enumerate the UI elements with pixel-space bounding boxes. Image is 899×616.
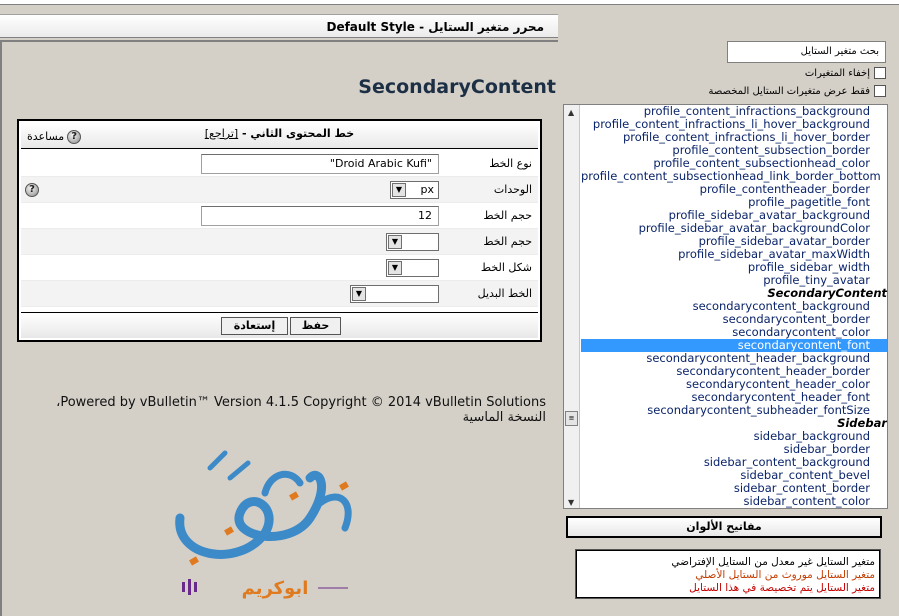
hide-vars-label: إخفاء المتغيرات	[804, 67, 870, 79]
scroll-thumb[interactable]: ≡	[565, 411, 578, 426]
list-item[interactable]: profile_tiny_avatar	[763, 274, 870, 287]
list-item[interactable]: secondarycontent_subheader_fontSize	[647, 404, 870, 417]
list-scrollbar[interactable]	[564, 105, 580, 509]
list-item[interactable]: secondarycontent_background	[692, 300, 870, 313]
font-size-label: حجم الخط	[483, 209, 532, 222]
editor-footer	[21, 312, 538, 338]
list-item[interactable]: profile_content_subsectionhead_color	[653, 157, 870, 170]
help-link[interactable]	[27, 126, 81, 148]
list-group-header: Sidebar	[837, 417, 887, 430]
font-family-label: نوع الخط	[489, 157, 532, 170]
list-item[interactable]: profile_sidebar_avatar_background	[668, 209, 870, 222]
editor-header-title: خط المحتوى الثاني -	[238, 127, 355, 140]
list-item[interactable]: secondarycontent_header_border	[676, 365, 870, 378]
font-size-input[interactable]: 12	[201, 206, 439, 226]
copyright-footer: Powered by vBulletin™ Version 4.1.5 Copyright © 2014 vBulletin Solutions، النسخة الماسية	[56, 395, 546, 425]
list-item[interactable]: profile_sidebar_avatar_backgroundColor	[638, 222, 870, 235]
chevron-down-icon[interactable]: ▼	[352, 287, 366, 301]
row-alt-font	[21, 281, 538, 307]
list-item[interactable]: profile_contentheader_border	[699, 183, 870, 196]
brand-logo	[170, 448, 360, 608]
sound-wave-icon	[182, 579, 197, 595]
page-title: SecondaryContent	[358, 76, 556, 98]
logo-text: ابوكريم	[241, 578, 309, 599]
font-style-label: شكل الخط	[480, 261, 532, 274]
list-item[interactable]: sidebar_content_color	[743, 495, 870, 508]
line-height-label: حجم الخط	[483, 235, 532, 248]
revert-link[interactable]: [تراجع]	[204, 127, 239, 140]
row-font-size	[21, 203, 538, 229]
hide-vars-checkbox[interactable]	[874, 67, 886, 79]
list-item[interactable]: profile_content_infractions_li_hover_background	[592, 118, 870, 131]
legend-title: مفاتيح الألوان	[566, 516, 882, 538]
list-item[interactable]: profile_pagetitle_font	[748, 196, 870, 209]
show-custom-checkbox[interactable]	[874, 85, 886, 97]
row-font-family	[21, 151, 538, 177]
list-item[interactable]: profile_content_infractions_background	[643, 105, 870, 118]
legend-default: متغير الستايل غير معدل من الستايل الإفتراضي	[671, 556, 875, 568]
list-item[interactable]: secondarycontent_header_font	[691, 391, 870, 404]
help-icon[interactable]: ?	[67, 130, 81, 144]
alt-font-label: الخط البديل	[477, 287, 532, 300]
legend-box	[575, 549, 881, 599]
stylevar-items	[581, 105, 888, 508]
save-button[interactable]: حفظ	[290, 317, 341, 335]
show-custom-label: فقط عرض متغيرات الستايل المخصصة	[708, 85, 870, 97]
list-item[interactable]: sidebar_content_background	[703, 456, 870, 469]
show-custom-row	[709, 85, 886, 97]
list-group-header: SecondaryContent	[767, 287, 887, 300]
units-value: px	[420, 183, 434, 196]
line-height-select[interactable]	[386, 233, 439, 251]
font-family-input[interactable]: "Droid Arabic Kufi"	[201, 154, 439, 174]
titlebar-style-name: Default Style	[326, 20, 415, 34]
editor-header	[21, 123, 538, 149]
list-item[interactable]: profile_sidebar_avatar_maxWidth	[678, 248, 870, 261]
titlebar-prefix: محرر متغير الستايل -	[414, 20, 544, 34]
list-item[interactable]: profile_content_subsection_border	[672, 144, 870, 157]
font-style-select[interactable]	[386, 259, 439, 277]
font-editor	[17, 119, 542, 342]
chevron-down-icon[interactable]: ▼	[388, 261, 402, 275]
units-label: الوحدات	[493, 183, 532, 196]
restore-button[interactable]: إستعادة	[221, 317, 288, 335]
list-item[interactable]: secondarycontent_header_color	[686, 378, 870, 391]
scroll-up-icon[interactable]: ▲	[568, 108, 575, 117]
list-item[interactable]: secondarycontent_color	[732, 326, 870, 339]
search-input[interactable]: بحث متغير الستايل	[727, 41, 886, 63]
row-line-height	[21, 229, 538, 255]
list-item[interactable]: profile_sidebar_width	[747, 261, 870, 274]
chevron-down-icon[interactable]: ▼	[392, 183, 406, 197]
scroll-down-icon[interactable]: ▼	[568, 498, 575, 507]
list-item[interactable]: profile_content_subsectionhead_link_border_bottom	[581, 170, 881, 183]
units-select[interactable]	[390, 181, 439, 199]
top-strip-gap	[0, 6, 899, 12]
chevron-down-icon[interactable]: ▼	[388, 235, 402, 249]
list-item[interactable]: secondarycontent_font	[581, 339, 888, 352]
list-item[interactable]: secondarycontent_header_background	[646, 352, 870, 365]
row-font-style	[21, 255, 538, 281]
list-item[interactable]: sidebar_content_border	[733, 482, 870, 495]
editor-titlebar	[0, 14, 558, 38]
list-item[interactable]: sidebar_background	[753, 430, 870, 443]
list-item[interactable]: profile_content_infractions_li_hover_border	[622, 131, 870, 144]
legend-inherited: متغير الستايل موروث من الستايل الأصلي	[695, 569, 875, 581]
editor-rows	[19, 151, 540, 307]
list-item[interactable]: profile_sidebar_avatar_border	[698, 235, 870, 248]
help-label: مساعدة	[27, 130, 65, 143]
stylevar-list[interactable]	[563, 104, 888, 509]
row-units	[21, 177, 538, 203]
legend-customized: متغير الستايل يتم تخصيصة في هذا الستايل	[689, 582, 875, 594]
list-item[interactable]: secondarycontent_border	[722, 313, 870, 326]
units-help-icon[interactable]: ?	[25, 183, 39, 197]
list-item[interactable]: sidebar_border	[783, 443, 870, 456]
hide-vars-row	[805, 67, 886, 79]
top-strip	[0, 0, 899, 5]
list-item[interactable]: sidebar_content_bevel	[740, 469, 870, 482]
alt-font-select[interactable]	[350, 285, 439, 303]
right-panel	[560, 38, 899, 616]
